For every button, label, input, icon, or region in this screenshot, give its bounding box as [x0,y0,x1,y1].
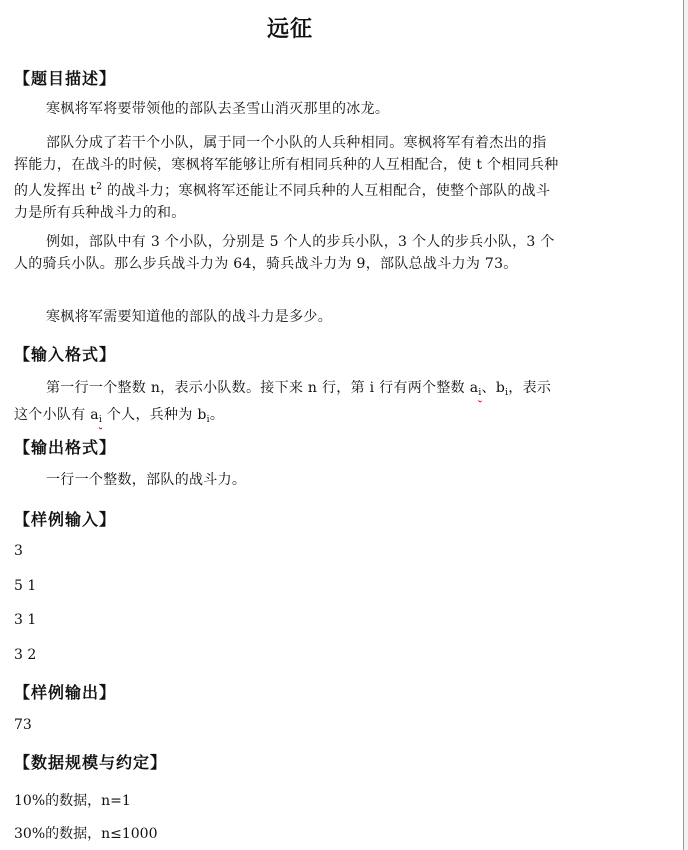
section-heading-data-scale: 【数据规模与约定】 [14,753,168,772]
input-format-paragraph: 第一行一个整数 n，表示小队数。接下来 n 行，第 i 行有两个整数 $a_i$、$b_i$，表示这个小队有 $a_i$ 个人，兵种为 $b_i$。 [14,380,552,425]
sample-input-line: 3 1 [14,612,37,628]
section-heading-output-format: 【输出格式】 [14,438,117,457]
sample-input-line: 3 [14,543,23,559]
section-heading-input-format: 【输入格式】 [14,345,117,364]
sample-input-line: 5 1 [14,578,37,594]
description-paragraph-1: 寒枫将军将要带领他的部队去圣雪山消灭那里的冰龙。 [46,101,390,117]
section-heading-description: 【题目描述】 [14,69,117,88]
description-paragraph-4: 寒枫将军需要知道他的部队的战斗力是多少。 [46,309,332,325]
scrollbar-edge [683,0,688,850]
data-scale-line: 10%的数据，n=1 [14,793,131,809]
output-format-paragraph: 一行一个整数，部队的战斗力。 [46,472,247,488]
section-heading-sample-output: 【样例输出】 [14,683,117,702]
description-paragraph-2: 部队分成了若干个小队，属于同一个小队的人兵种相同。寒枫将军有着杰出的指挥能力，在战斗的时候，寒枫将军能够让所有相同兵种的人互相配合，使 t 个相同兵种的人发挥出 $t^2$ 的战斗力；寒枫将军还能让不同兵种的人互相配合，使整个部队的战斗力是所有兵种战斗力的和。 [14,135,559,221]
sample-input-line: 3 2 [14,647,37,663]
page-title: 远征 [266,16,313,42]
data-scale-line: 30%的数据，n≤1000 [14,826,158,842]
description-paragraph-3: 例如，部队中有 3 个小队，分别是 5 个人的步兵小队，3 个人的步兵小队，3 个人的骑兵小队。那么步兵战斗力为 64，骑兵战斗力为 9，部队总战斗力为 73。 [14,234,555,272]
sample-output-line: 73 [14,717,32,733]
section-heading-sample-input: 【样例输入】 [14,510,117,529]
